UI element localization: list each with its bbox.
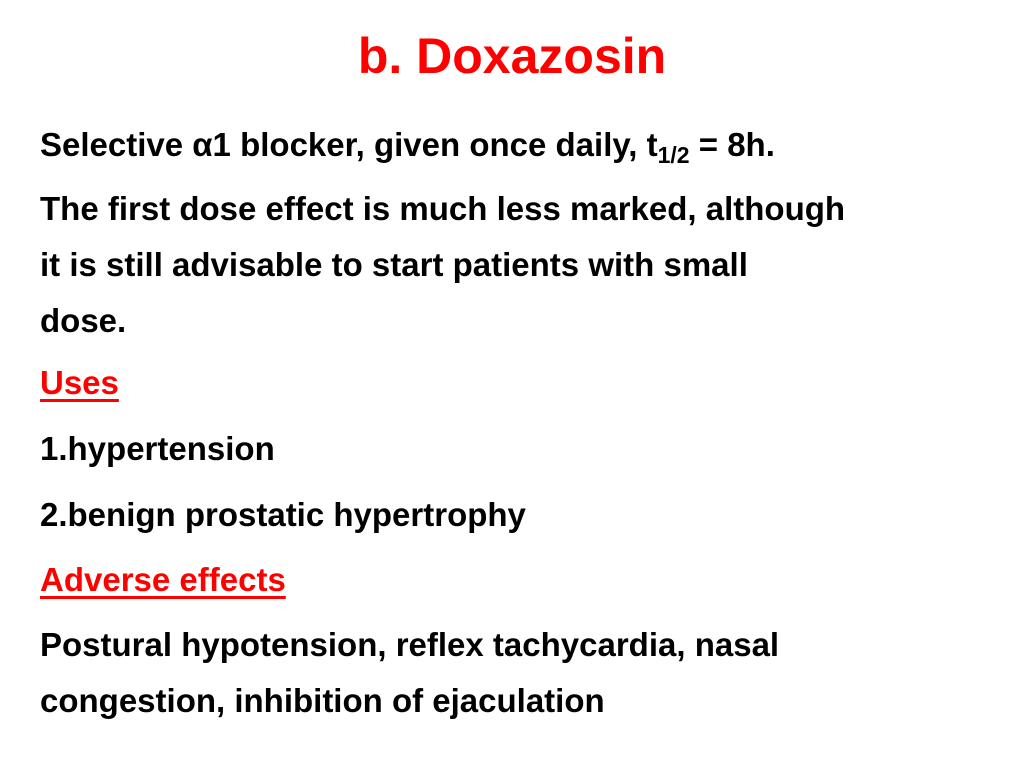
intro-suffix: = 8h. <box>689 126 775 163</box>
paragraph-line: The first dose effect is much less marked, although <box>40 190 846 227</box>
intro-prefix: Selective α1 blocker, given once daily, t <box>40 126 658 163</box>
adverse-effects-line: congestion, inhibition of ejaculation <box>40 682 605 719</box>
intro-line <box>40 117 775 173</box>
adverse-effects-heading: Adverse effects <box>40 561 286 598</box>
half-life-subscript: 1/2 <box>657 142 690 168</box>
uses-heading: Uses <box>40 364 119 401</box>
slide-title: b. Doxazosin <box>357 28 667 84</box>
uses-item: 2.benign prostatic hypertrophy <box>40 496 526 533</box>
uses-item: 1.hypertension <box>40 430 275 467</box>
adverse-effects-line: Postural hypotension, reflex tachycardia, nasal <box>40 626 780 663</box>
paragraph-line: dose. <box>40 302 127 339</box>
paragraph-line: it is still advisable to start patients with small <box>40 246 748 283</box>
